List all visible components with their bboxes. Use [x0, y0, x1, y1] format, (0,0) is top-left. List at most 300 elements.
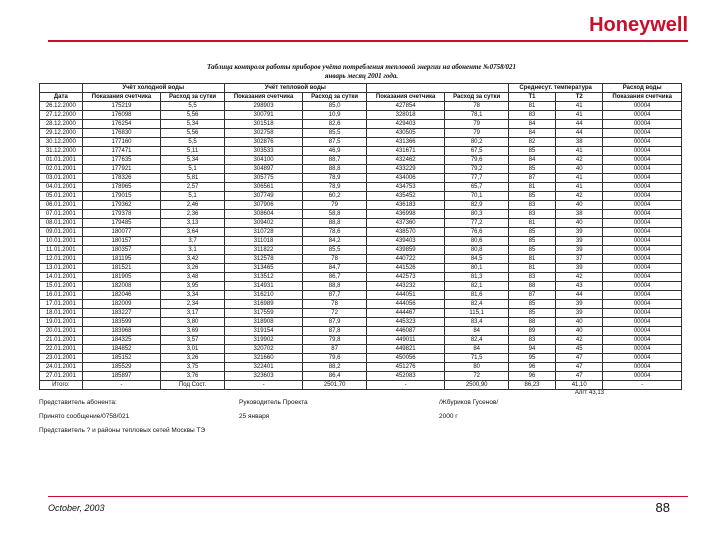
table-cell: 84 [508, 120, 555, 129]
table-cell: 85 [508, 165, 555, 174]
table-cell: 177921 [82, 165, 161, 174]
table-cell: 181195 [82, 255, 161, 264]
table-cell: 443232 [366, 282, 445, 291]
table-cell: Под Сост. [161, 381, 224, 390]
table-cell: 312578 [224, 255, 303, 264]
table-cell: 11.01.2001 [40, 246, 83, 255]
table-row [40, 354, 682, 363]
table-cell: 3,26 [161, 354, 224, 363]
table-cell: 58,8 [303, 210, 366, 219]
table-cell: 39 [556, 237, 603, 246]
table-cell: 14.01.2001 [40, 273, 83, 282]
table-cell: 313465 [224, 264, 303, 273]
table-cell: 81,3 [445, 273, 508, 282]
table-cell: 84 [508, 156, 555, 165]
table-title-line-2: январь месяц 2001 года. [324, 72, 399, 80]
column-header: Показания счетчика [366, 93, 445, 102]
table-row [40, 147, 682, 156]
table-cell: 85 [508, 228, 555, 237]
table-cell: 3,26 [161, 264, 224, 273]
table-cell: 305775 [224, 174, 303, 183]
table-cell: 2500,90 [445, 381, 508, 390]
table-cell: 84 [508, 129, 555, 138]
table-cell: 80,1 [445, 264, 508, 273]
table-cell: 181905 [82, 273, 161, 282]
table-cell: 184325 [82, 336, 161, 345]
group-header: Учёт холодной воды [82, 84, 224, 93]
table-cell: 00004 [603, 318, 682, 327]
table-cell: 84 [445, 345, 508, 354]
table-row [40, 345, 682, 354]
table-cell: 00004 [603, 210, 682, 219]
table-cell: 13.01.2001 [40, 264, 83, 273]
table-cell: 309402 [224, 219, 303, 228]
table-row [40, 273, 682, 282]
table-cell: 87 [303, 345, 366, 354]
table-cell: 00004 [603, 300, 682, 309]
table-cell: 78 [303, 300, 366, 309]
table-cell: 81 [508, 255, 555, 264]
table-cell: 00004 [603, 282, 682, 291]
table-cell: 42 [556, 192, 603, 201]
table-row [40, 327, 682, 336]
table-cell: 17.01.2001 [40, 300, 83, 309]
table-cell: 15.01.2001 [40, 282, 83, 291]
signature-middle: Руководитель Проекта [239, 399, 308, 406]
table-cell: 81 [508, 102, 555, 111]
group-header: Расход воды [603, 84, 682, 93]
table-cell: 438570 [366, 228, 445, 237]
table-cell: 5,1 [161, 192, 224, 201]
signature-left: Представитель ? и районы тепловых сетей Москвы ТЭ [39, 427, 206, 434]
table-cell: 83 [508, 210, 555, 219]
table-cell: 452083 [366, 372, 445, 381]
table-cell: 42 [556, 336, 603, 345]
table-row [40, 381, 682, 390]
table-row [40, 336, 682, 345]
table-cell: 300791 [224, 111, 303, 120]
table-cell: 444467 [366, 309, 445, 318]
table-cell: 46,9 [303, 147, 366, 156]
table-cell: 41 [556, 174, 603, 183]
table-cell: 80,3 [445, 210, 508, 219]
table-cell: 81 [508, 219, 555, 228]
table-cell: 83 [508, 336, 555, 345]
table-cell: 86,4 [303, 372, 366, 381]
table-row [40, 363, 682, 372]
table-cell: 70,1 [445, 192, 508, 201]
table-cell: 18.01.2001 [40, 309, 83, 318]
table-cell: 00004 [603, 165, 682, 174]
table-row [40, 201, 682, 210]
table-cell: 85,0 [303, 102, 366, 111]
table-cell: 42 [556, 273, 603, 282]
column-header: Показания счетчика [603, 93, 682, 102]
table-cell: 78,6 [303, 228, 366, 237]
table-cell: - [82, 381, 161, 390]
table-cell: 178965 [82, 183, 161, 192]
table-cell: 87 [508, 174, 555, 183]
table-cell: 3,01 [161, 345, 224, 354]
table-cell: 47 [556, 363, 603, 372]
table-cell: 79,6 [303, 354, 366, 363]
table-cell: 446087 [366, 327, 445, 336]
table-cell: 301518 [224, 120, 303, 129]
table-cell: 12.01.2001 [40, 255, 83, 264]
table-cell: 21.01.2001 [40, 336, 83, 345]
table-cell: 445323 [366, 318, 445, 327]
table-cell: 94 [508, 345, 555, 354]
signature-line [39, 424, 684, 438]
table-cell: 3,69 [161, 327, 224, 336]
signature-line [39, 396, 684, 410]
table-cell: 10.01.2001 [40, 237, 83, 246]
table-row [40, 102, 682, 111]
table-cell: - [603, 381, 682, 390]
table-cell: 180357 [82, 246, 161, 255]
table-cell: 96 [508, 372, 555, 381]
table-cell: 38 [556, 210, 603, 219]
table-cell: 40 [556, 318, 603, 327]
table-cell: 181521 [82, 264, 161, 273]
table-cell: 2,46 [161, 201, 224, 210]
table-cell: 40 [556, 327, 603, 336]
table-cell: 39 [556, 228, 603, 237]
table-cell: 3,7 [161, 237, 224, 246]
table-cell: 311018 [224, 237, 303, 246]
table-cell: 322401 [224, 363, 303, 372]
table-row [40, 228, 682, 237]
table-cell: 3,64 [161, 228, 224, 237]
table-cell: 318908 [224, 318, 303, 327]
table-cell: 319154 [224, 327, 303, 336]
table-row [40, 372, 682, 381]
table-cell: 78,9 [303, 174, 366, 183]
table-cell: 115,1 [445, 309, 508, 318]
table-cell: 03.01.2001 [40, 174, 83, 183]
table-cell: 303533 [224, 147, 303, 156]
table-cell: 314931 [224, 282, 303, 291]
table-cell: 39 [556, 264, 603, 273]
table-cell: 41 [556, 183, 603, 192]
table-cell: 177471 [82, 147, 161, 156]
table-row [40, 192, 682, 201]
table-cell: 80,6 [445, 237, 508, 246]
table-cell: 42 [556, 156, 603, 165]
table-cell: 304100 [224, 156, 303, 165]
table-cell: 180077 [82, 228, 161, 237]
table-cell: 00004 [603, 192, 682, 201]
table-cell: 307749 [224, 192, 303, 201]
table-cell: 85,5 [303, 129, 366, 138]
table-cell: 78 [445, 102, 508, 111]
table-cell: 88,8 [303, 219, 366, 228]
table-cell: 83 [508, 111, 555, 120]
table-cell: 00004 [603, 237, 682, 246]
brand-logo: Honeywell [589, 14, 688, 36]
table-cell: 2,36 [161, 210, 224, 219]
group-header: Среднесут. температура [508, 84, 602, 93]
table-cell: 09.01.2001 [40, 228, 83, 237]
table-cell: 19.01.2001 [40, 318, 83, 327]
table-cell: 41 [556, 102, 603, 111]
table-cell: 30.12.2000 [40, 138, 83, 147]
table-row [40, 309, 682, 318]
table-cell: - [366, 381, 445, 390]
table-cell: 177635 [82, 156, 161, 165]
table-cell: 00004 [603, 219, 682, 228]
table-cell: 3,13 [161, 219, 224, 228]
table-cell: 328018 [366, 111, 445, 120]
table-cell: 88,8 [303, 282, 366, 291]
group-header: Учёт тепловой воды [224, 84, 366, 93]
table-cell: 10,9 [303, 111, 366, 120]
table-cell: 31.12.2000 [40, 147, 83, 156]
table-cell: 179362 [82, 201, 161, 210]
table-cell: 00004 [603, 120, 682, 129]
table-cell: 00004 [603, 273, 682, 282]
table-cell: 87 [508, 291, 555, 300]
table-cell: 88,7 [303, 156, 366, 165]
table-cell: 78,1 [445, 111, 508, 120]
header-divider [48, 40, 688, 42]
signature-block [39, 396, 684, 438]
table-cell: 95 [508, 354, 555, 363]
table-cell: 179378 [82, 210, 161, 219]
table-cell: 436183 [366, 201, 445, 210]
table-cell: 85 [508, 147, 555, 156]
table-cell: 00004 [603, 129, 682, 138]
table-cell: 444051 [366, 291, 445, 300]
column-header: Расход за сутки [445, 93, 508, 102]
column-header: Дата [40, 93, 83, 102]
table-cell: 5,5 [161, 102, 224, 111]
table-cell: 311822 [224, 246, 303, 255]
table-cell: 316989 [224, 300, 303, 309]
table-cell: 5,1 [161, 165, 224, 174]
table-cell: 38 [556, 138, 603, 147]
table-cell: 00004 [603, 309, 682, 318]
table-cell: 85 [508, 309, 555, 318]
table-cell: 5,34 [161, 156, 224, 165]
table-cell: 77,2 [445, 219, 508, 228]
column-header: Расход за сутки [161, 93, 224, 102]
table-cell: 43 [556, 282, 603, 291]
table-cell: 182008 [82, 282, 161, 291]
table-cell: 00004 [603, 363, 682, 372]
table-cell: 78,9 [303, 183, 366, 192]
table-cell: 00004 [603, 174, 682, 183]
table-cell: 5,34 [161, 120, 224, 129]
table-cell: 72 [445, 372, 508, 381]
footer-divider [48, 496, 688, 497]
signature-right: 2000 г [439, 413, 458, 420]
table-cell: 78 [303, 255, 366, 264]
table-cell: 83 [508, 201, 555, 210]
table-cell: 40 [556, 165, 603, 174]
table-cell: 2,57 [161, 183, 224, 192]
table-cell: 79 [303, 201, 366, 210]
table-cell: 06.01.2001 [40, 201, 83, 210]
table-cell: 310728 [224, 228, 303, 237]
table-cell: 47 [556, 372, 603, 381]
table-cell: 26.12.2000 [40, 102, 83, 111]
meter-table [39, 83, 682, 390]
table-cell: 85 [508, 246, 555, 255]
column-header: Показания счетчика [224, 93, 303, 102]
table-cell: - [224, 381, 303, 390]
table-cell: 177160 [82, 138, 161, 147]
table-cell: 23.01.2001 [40, 354, 83, 363]
table-cell: 44 [556, 129, 603, 138]
table-cell: 298903 [224, 102, 303, 111]
table-cell: 85,5 [303, 246, 366, 255]
table-cell: 71,5 [445, 354, 508, 363]
table-cell: 00004 [603, 264, 682, 273]
table-cell: 00004 [603, 201, 682, 210]
table-row [40, 282, 682, 291]
table-cell: 175219 [82, 102, 161, 111]
table-cell: 04.01.2001 [40, 183, 83, 192]
table-row [40, 174, 682, 183]
group-header [40, 84, 83, 93]
table-cell: 00004 [603, 246, 682, 255]
table-title [39, 63, 684, 81]
table-cell: 65,7 [445, 183, 508, 192]
table-cell: 84 [445, 327, 508, 336]
table-cell: 185897 [82, 372, 161, 381]
table-cell: 182009 [82, 300, 161, 309]
table-cell: 00004 [603, 291, 682, 300]
table-cell: 3,57 [161, 336, 224, 345]
table-cell: 185152 [82, 354, 161, 363]
table-cell: 81,6 [445, 291, 508, 300]
table-cell: 184852 [82, 345, 161, 354]
table-cell: 79 [445, 129, 508, 138]
table-cell: 80,2 [445, 138, 508, 147]
table-cell: 82,4 [445, 336, 508, 345]
table-cell: 84,2 [303, 237, 366, 246]
table-cell: 307906 [224, 201, 303, 210]
table-cell: 85 [508, 300, 555, 309]
table-cell: 00004 [603, 255, 682, 264]
table-cell: 82,4 [445, 300, 508, 309]
table-row [40, 237, 682, 246]
table-cell: 84,5 [445, 255, 508, 264]
table-row [40, 183, 682, 192]
table-row [40, 246, 682, 255]
table-cell: 02.01.2001 [40, 165, 83, 174]
table-cell: 00004 [603, 336, 682, 345]
table-cell: 439859 [366, 246, 445, 255]
signature-left: Представитель абонента: [39, 399, 117, 406]
table-cell: 82 [508, 138, 555, 147]
table-cell: 308604 [224, 210, 303, 219]
table-cell: 442573 [366, 273, 445, 282]
table-cell: 96 [508, 363, 555, 372]
table-cell: 437360 [366, 219, 445, 228]
table-cell: 182046 [82, 291, 161, 300]
table-cell: 39 [556, 309, 603, 318]
table-cell: 79 [445, 120, 508, 129]
table-cell: 39 [556, 246, 603, 255]
table-cell: 47 [556, 354, 603, 363]
table-cell: 81 [508, 183, 555, 192]
table-cell: 449821 [366, 345, 445, 354]
table-cell: 00004 [603, 138, 682, 147]
table-cell: 304897 [224, 165, 303, 174]
table-cell: 27.12.2000 [40, 111, 83, 120]
table-cell: 3,76 [161, 372, 224, 381]
table-cell: 79,8 [303, 336, 366, 345]
table-cell: 450056 [366, 354, 445, 363]
table-cell: 434006 [366, 174, 445, 183]
table-cell: 24.01.2001 [40, 363, 83, 372]
table-cell: 41 [556, 111, 603, 120]
table-cell: 436998 [366, 210, 445, 219]
table-cell: 60,2 [303, 192, 366, 201]
table-cell: 5,56 [161, 129, 224, 138]
average-label: Алгт [574, 390, 588, 396]
table-cell: 88,8 [303, 165, 366, 174]
table-cell: 87,9 [303, 318, 366, 327]
table-cell: 88,2 [303, 363, 366, 372]
table-row [40, 111, 682, 120]
table-cell: 05.01.2001 [40, 192, 83, 201]
table-cell: 302758 [224, 129, 303, 138]
table-cell: 80,8 [445, 246, 508, 255]
table-row [40, 156, 682, 165]
table-row [40, 291, 682, 300]
table-cell: 3,42 [161, 255, 224, 264]
column-header: Расход за сутки [303, 93, 366, 102]
table-cell: 319902 [224, 336, 303, 345]
table-row [40, 255, 682, 264]
table-cell: 76,6 [445, 228, 508, 237]
table-cell: 83 [508, 273, 555, 282]
table-cell: 83,4 [445, 318, 508, 327]
table-cell: 429403 [366, 120, 445, 129]
table-cell: 178326 [82, 174, 161, 183]
table-cell: 441526 [366, 264, 445, 273]
table-cell: 08.01.2001 [40, 219, 83, 228]
page-number: 88 [655, 500, 670, 515]
table-cell: 00004 [603, 156, 682, 165]
table-cell: 80 [445, 363, 508, 372]
table-cell: 302876 [224, 138, 303, 147]
table-cell: 5,11 [161, 147, 224, 156]
table-cell: 27.01.2001 [40, 372, 83, 381]
table-cell: 306561 [224, 183, 303, 192]
group-header [366, 84, 508, 93]
table-cell: 320702 [224, 345, 303, 354]
table-cell: 3,17 [161, 309, 224, 318]
table-cell: 435452 [366, 192, 445, 201]
table-cell: 431671 [366, 147, 445, 156]
table-cell: 86,23 [508, 381, 555, 390]
column-header: Т2 [556, 93, 603, 102]
table-cell: 176254 [82, 120, 161, 129]
signature-line [39, 410, 684, 424]
table-cell: 316210 [224, 291, 303, 300]
table-row [40, 120, 682, 129]
table-cell: 01.01.2001 [40, 156, 83, 165]
table-cell: 439403 [366, 237, 445, 246]
table-cell: 179485 [82, 219, 161, 228]
table-cell: 2,34 [161, 300, 224, 309]
table-cell: 00004 [603, 345, 682, 354]
table-row [40, 138, 682, 147]
